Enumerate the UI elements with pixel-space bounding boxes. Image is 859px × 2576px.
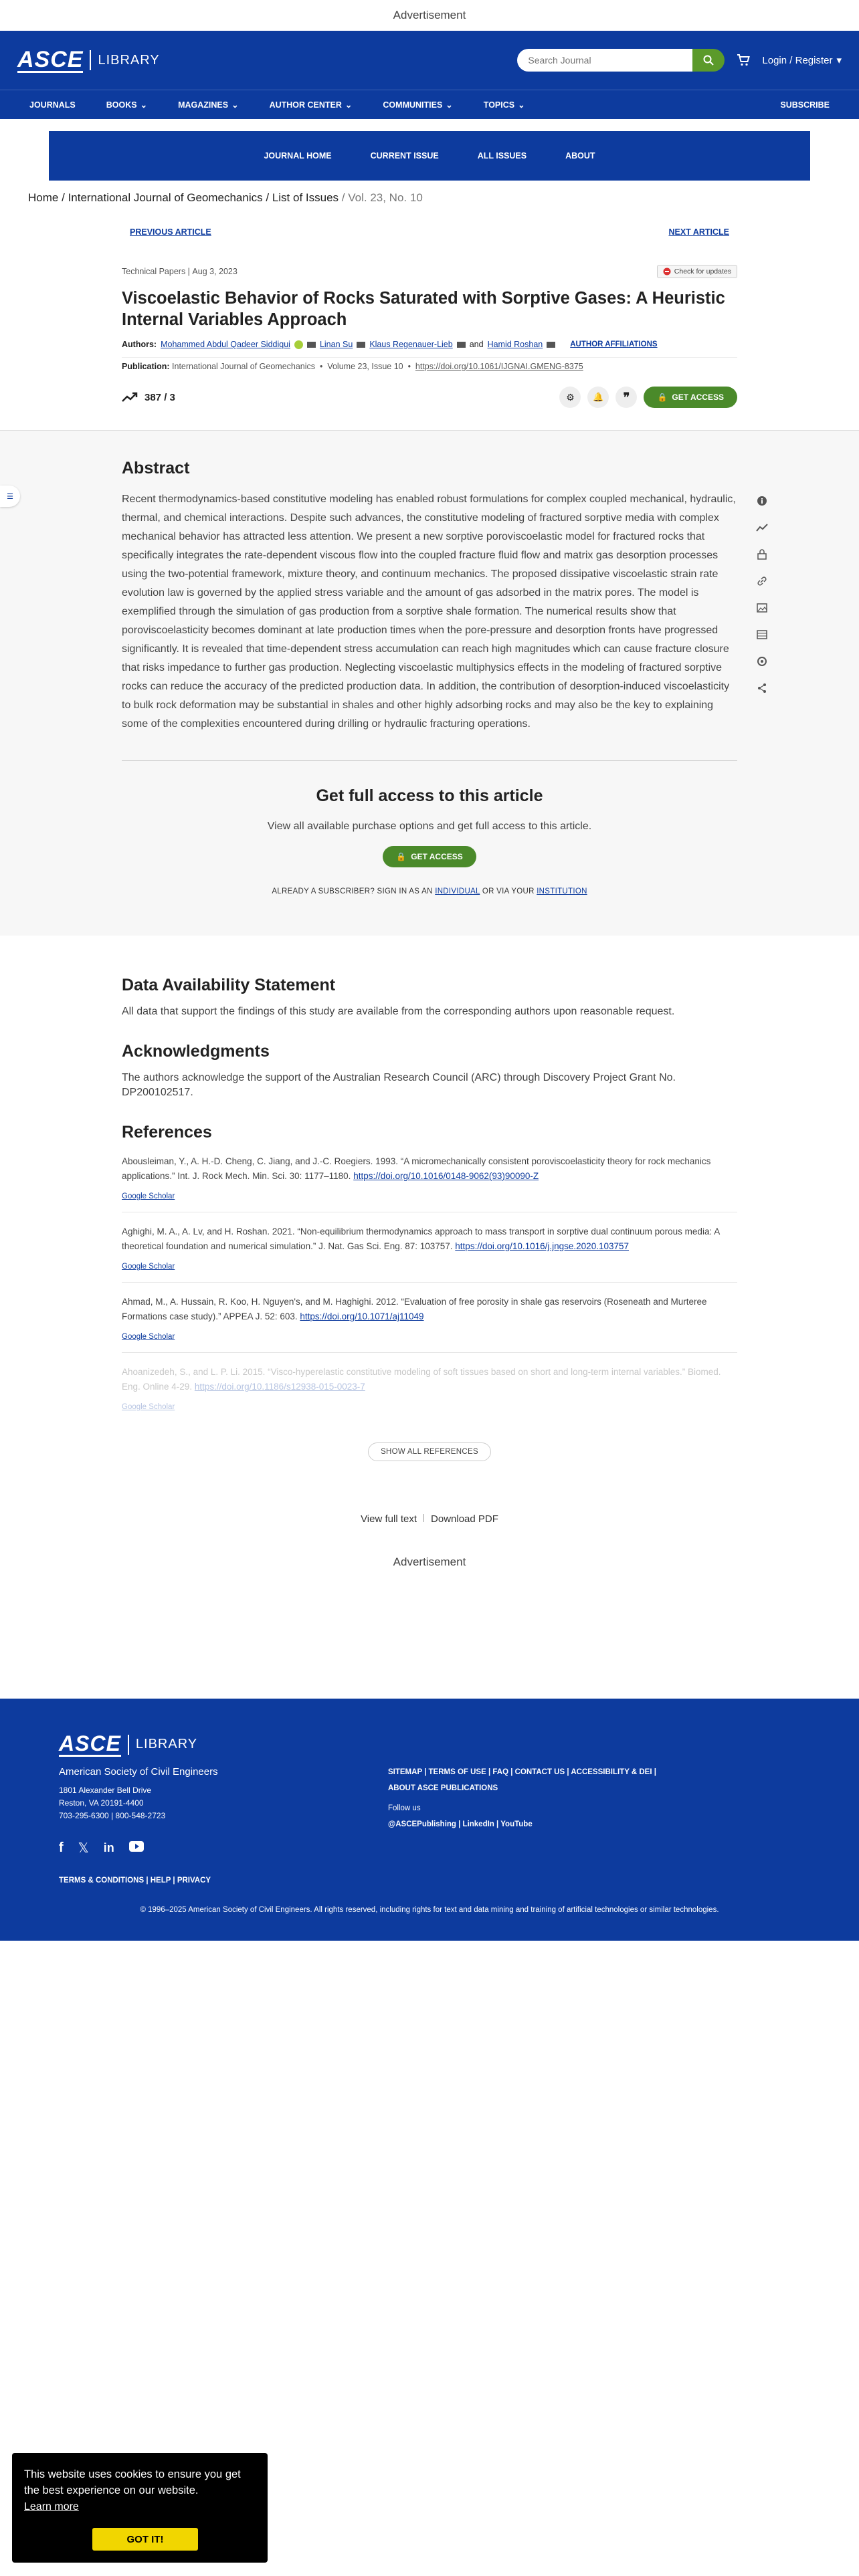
subscriber-signin xyxy=(122,887,737,895)
search-bar xyxy=(517,49,725,72)
settings-icon[interactable] xyxy=(756,655,768,667)
article-title: Viscoelastic Behavior of Rocks Saturated with Sorptive Gases: A Heuristic Internal Variables Approach xyxy=(122,289,725,329)
footer-social-links[interactable]: @ASCEPublishing | LinkedIn | YouTube xyxy=(388,1820,533,1828)
cookie-text: This website uses cookies to ensure you get the best experience on our website. xyxy=(24,2468,241,2496)
publication-name[interactable]: International Journal of Geomechanics xyxy=(172,362,316,371)
search-icon xyxy=(703,55,714,66)
subnav-all-issues[interactable]: ALL ISSUES xyxy=(477,151,527,160)
volume-issue[interactable]: Volume 23, Issue 10 xyxy=(327,362,403,371)
login-register-menu[interactable] xyxy=(762,54,842,66)
view-full-text-link[interactable]: View full text xyxy=(361,1513,417,1525)
abstract-text: Recent thermodynamics-based constitutive modeling has enabled robust formulations for complex coupled mechanical, hydraulic, thermal, and chemical interactions. Despite such advances, the constitutive modeling of fractured sorptive media with complex mechanical behavior has attracted less attention. We present a new sorptive poroviscoelastic model for fractured rocks that specifically integrates the rate-dependent viscous flow into the coupled fracture fluid flow and matrix gas desorption processes using the two-potential framework, mixture theory, and continuum mechanics. The proposed dissipative viscoelastic strain rate evolution law is governed by the applied stress variable and the amount of gas adsorbed in the matrix pores. The model is exemplified through the simulation of gas production from a sorptive shale formation. The numerical results show that poroviscoelasticity becomes dominant at late production times when the pore-pressure and desorption fronts have progressed significantly. It is revealed that time-dependent stress accumulation can reach high magnitudes which can cause fracture closure that risks impedance to further gas production. Neglecting viscoelastic multiphysics effects in the modeling of fractured sorptive rocks can reduce the accuracy of the predicted production data. In addition, the contribution of desorption-induced viscoelasticity to bulk rock deformation may be substantial in shales and other highly adsorbing rocks and may also be the key to explaining some of the complexities encountered during drilling or hydraulic fracturing operations. xyxy=(122,494,736,730)
linkedin-icon[interactable]: in xyxy=(103,1841,114,1854)
tools-button[interactable] xyxy=(559,387,581,408)
subnav-about[interactable]: ABOUT xyxy=(565,151,595,160)
full-access-heading: Get full access to this article xyxy=(316,786,543,805)
author-link[interactable]: Mohammed Abdul Qadeer Siddiqui xyxy=(161,340,290,349)
article-type: Technical Papers xyxy=(122,267,186,276)
nav-author-center[interactable] xyxy=(270,100,353,110)
breadcrumb-current: Vol. 23, No. 10 xyxy=(348,191,423,204)
subnav-journal-home[interactable]: JOURNAL HOME xyxy=(264,151,332,160)
link-separator xyxy=(423,1514,424,1522)
nav-author-center-label: AUTHOR CENTER xyxy=(269,100,342,110)
footer-logo[interactable] xyxy=(59,1732,218,1757)
settings-icon: ⚙ xyxy=(566,391,575,403)
cookie-banner xyxy=(12,2453,268,2563)
google-scholar-link[interactable]: Google Scholar xyxy=(122,1403,175,1411)
nav-magazines[interactable] xyxy=(178,100,238,110)
nav-books-label: BOOKS xyxy=(106,100,137,110)
trending-up-icon[interactable] xyxy=(122,392,138,403)
footer-phone: 703-295-6300 | 800-548-2723 xyxy=(59,1811,166,1820)
next-article-link[interactable]: NEXT ARTICLE xyxy=(668,227,729,237)
footer-address-line: Reston, VA 20191-4400 xyxy=(59,1798,144,1808)
caret-down-icon: ▾ xyxy=(836,55,842,66)
cite-button[interactable] xyxy=(615,387,637,408)
authors-label: Authors: xyxy=(122,340,157,349)
email-icon[interactable] xyxy=(357,342,365,348)
publication-line xyxy=(122,357,737,371)
nav-books[interactable] xyxy=(106,100,147,110)
alert-button[interactable] xyxy=(587,387,609,408)
journal-subnav xyxy=(49,131,810,181)
advertisement-top: Advertisement xyxy=(393,9,466,21)
abstract-heading: Abstract xyxy=(122,459,190,477)
nav-journals[interactable] xyxy=(29,100,76,110)
subscriber-text: ALREADY A SUBSCRIBER? SIGN IN AS AN xyxy=(272,887,433,895)
article-toolbar xyxy=(122,386,737,409)
chevron-down-icon: ⌄ xyxy=(140,100,148,110)
data-availability-text: All data that support the findings of this study are available from the corresponding authors upon reasonable request. xyxy=(122,1006,675,1017)
breadcrumb-journal[interactable]: International Journal of Geomechanics xyxy=(68,191,263,204)
cookie-learn-more-link[interactable]: Learn more xyxy=(24,2501,79,2512)
breadcrumb-home[interactable]: Home xyxy=(28,191,59,204)
nav-subscribe[interactable]: SUBSCRIBE xyxy=(780,100,830,110)
reference-item xyxy=(122,1142,737,1212)
nav-topics-label: TOPICS xyxy=(483,100,515,110)
advertisement-bottom: Advertisement xyxy=(393,1555,466,1568)
crossmark-icon xyxy=(663,267,671,276)
nav-journals-label: JOURNALS xyxy=(29,100,76,110)
login-register-label: Login / Register xyxy=(762,54,833,66)
footer-left xyxy=(59,1732,218,1885)
x-twitter-icon[interactable]: 𝕏 xyxy=(78,1841,89,1856)
reference-item xyxy=(122,1212,737,1283)
view-links xyxy=(122,1513,737,1525)
authors-line xyxy=(122,340,737,349)
breadcrumb-sep: / xyxy=(62,191,65,204)
get-access-button[interactable] xyxy=(644,387,737,408)
show-all-references-wrap xyxy=(122,1442,737,1461)
doi-link[interactable]: https://doi.org/10.1061/IJGNAI.GMENG-8375 xyxy=(415,362,583,371)
chevron-down-icon: ⌄ xyxy=(446,100,453,110)
email-icon[interactable] xyxy=(457,342,466,348)
social-icons xyxy=(59,1840,218,1856)
nav-communities[interactable] xyxy=(383,100,452,110)
footer-address-line: 1801 Alexander Bell Drive xyxy=(59,1786,152,1795)
author-affiliations-link[interactable]: AUTHOR AFFILIATIONS xyxy=(570,340,658,348)
email-icon[interactable] xyxy=(307,342,316,348)
breadcrumb xyxy=(28,191,831,205)
nav-magazines-label: MAGAZINES xyxy=(178,100,229,110)
full-access-box xyxy=(122,786,737,895)
article-actions xyxy=(553,387,737,408)
meta-separator: | xyxy=(185,267,193,276)
logo-asce-text: ASCE xyxy=(59,1731,121,1755)
logo-separator xyxy=(128,1735,129,1755)
author-link[interactable]: Klaus Regenauer-Lieb xyxy=(369,340,453,349)
cookie-accept-button[interactable]: GOT IT! xyxy=(92,2528,198,2551)
logo-library-text: LIBRARY xyxy=(135,1737,198,1751)
breadcrumb-issues[interactable]: List of Issues xyxy=(272,191,339,204)
abstract-section xyxy=(0,430,859,936)
bullet: • xyxy=(405,362,413,371)
reference-item xyxy=(122,1283,737,1353)
google-scholar-link[interactable]: Google Scholar xyxy=(122,1263,175,1271)
cart-icon xyxy=(737,54,750,66)
logo-library-text: LIBRARY xyxy=(98,52,160,68)
quote-icon: ❞ xyxy=(623,390,630,404)
metrics-count: 387 / 3 xyxy=(145,391,175,403)
lock-icon[interactable] xyxy=(756,548,768,560)
share-icon[interactable] xyxy=(756,682,768,694)
main-nav xyxy=(0,90,859,119)
footer-copyright: © 1996–2025 American Society of Civil Engineers. All rights reserved, including rights for text and data mining and training of artificial technologies or similar technologies. xyxy=(140,1906,719,1914)
cart-button[interactable] xyxy=(737,54,750,66)
check-updates-button[interactable] xyxy=(657,265,737,278)
nav-communities-label: COMMUNITIES xyxy=(383,100,443,110)
abstract-container xyxy=(122,431,737,895)
footer-about-link[interactable]: ABOUT ASCE PUBLICATIONS xyxy=(388,1784,498,1792)
get-access-label: GET ACCESS xyxy=(672,393,724,402)
footer-site-links[interactable]: SITEMAP | TERMS OF USE | FAQ | CONTACT US | ACCESSIBILITY & DEI | xyxy=(388,1768,656,1776)
logo-asce-text: ASCE xyxy=(17,46,84,72)
footer-address xyxy=(59,1784,218,1822)
divider xyxy=(122,760,737,761)
footer-legal-links[interactable]: TERMS & CONDITIONS | HELP | PRIVACY xyxy=(59,1876,211,1885)
lock-icon: 🔒 xyxy=(396,852,407,861)
article-pagination xyxy=(122,227,737,237)
breadcrumb-sep: / xyxy=(341,191,345,204)
article-meta xyxy=(122,265,737,278)
authors-and: and xyxy=(469,340,484,349)
site-footer xyxy=(0,1699,859,1941)
full-access-description: View all available purchase options and get full access to this article. xyxy=(267,821,592,832)
menu-icon: ☰ xyxy=(7,492,13,501)
site-header xyxy=(0,31,859,90)
table-icon[interactable] xyxy=(756,629,768,641)
trending-icon[interactable] xyxy=(756,522,768,534)
image-icon[interactable] xyxy=(756,602,768,614)
email-icon[interactable] xyxy=(547,342,555,348)
reference-text: Aghighi, M. A., A. Lv, and H. Roshan. 2021. “Non-equilibrium thermodynamics approach to mass transport in sorptive dual continuum porous media: A theoretical foundation and numerical simulation.” J. Nat. Gas Sci. Eng. 87: 103757. xyxy=(122,1226,720,1251)
author-link[interactable]: Linan Su xyxy=(319,340,353,349)
sidebar-toggle[interactable] xyxy=(0,486,20,507)
breadcrumb-sep: / xyxy=(266,191,270,204)
lock-icon: 🔒 xyxy=(657,393,668,402)
acknowledgments-text: The authors acknowledge the support of the Australian Research Council (ARC) through Discovery Project Grant No. DP200102517. xyxy=(122,1072,676,1098)
search-input[interactable] xyxy=(517,49,692,72)
get-access-label: GET ACCESS xyxy=(411,852,463,861)
references-heading: References xyxy=(122,1123,212,1142)
reference-item-faded xyxy=(122,1353,737,1422)
reference-text: Ahoanizedeh, S., and L. P. Li. 2015. “Visco-hyperelastic constitutive modeling of soft tissues based on short and long-term internal variables.” Biomed. Eng. Online 4-29. xyxy=(122,1367,721,1392)
search-button[interactable] xyxy=(692,49,725,72)
chevron-down-icon: ⌄ xyxy=(518,100,525,110)
data-availability-heading: Data Availability Statement xyxy=(122,976,336,994)
reference-doi-link[interactable]: https://doi.org/10.1186/s12938-015-0023-7 xyxy=(194,1382,365,1392)
link-icon[interactable] xyxy=(756,575,768,587)
article-body xyxy=(122,936,737,1569)
footer-right xyxy=(388,1764,656,1832)
subscriber-text-mid: OR VIA YOUR xyxy=(482,887,535,895)
show-all-references-button[interactable]: SHOW ALL REFERENCES xyxy=(368,1442,491,1461)
footer-follow-label: Follow us xyxy=(388,1804,421,1812)
check-updates-label: Check for updates xyxy=(674,267,731,276)
google-scholar-link[interactable]: Google Scholar xyxy=(122,1333,175,1341)
previous-article-link[interactable]: PREVIOUS ARTICLE xyxy=(130,227,211,237)
get-access-button-secondary[interactable] xyxy=(383,846,476,867)
institution-signin-link[interactable]: INSTITUTION xyxy=(537,887,587,895)
download-pdf-link[interactable]: Download PDF xyxy=(431,1513,498,1525)
nav-topics[interactable] xyxy=(484,100,525,110)
bullet: • xyxy=(317,362,325,371)
publication-label: Publication: xyxy=(122,362,170,371)
author-link[interactable]: Hamid Roshan xyxy=(487,340,543,349)
youtube-icon[interactable] xyxy=(129,1841,144,1855)
reference-doi-link[interactable]: https://doi.org/10.1016/0148-9062(93)90090-Z xyxy=(353,1171,539,1181)
reference-list xyxy=(122,1142,737,1422)
orcid-icon[interactable] xyxy=(294,340,303,349)
article-date: Aug 3, 2023 xyxy=(192,267,237,276)
facebook-icon[interactable]: f xyxy=(59,1840,64,1855)
article-header xyxy=(122,227,737,409)
individual-signin-link[interactable]: INDIVIDUAL xyxy=(435,887,480,895)
footer-org-name: American Society of Civil Engineers xyxy=(59,1766,218,1778)
google-scholar-link[interactable]: Google Scholar xyxy=(122,1192,175,1200)
acknowledgments-heading: Acknowledgments xyxy=(122,1042,270,1061)
reference-text: Ahmad, M., A. Hussain, R. Koo, H. Nguyen's, and M. Haghighi. 2012. “Evaluation of free porosity in shale gas reservoirs (Roseneath and Murteree Formations case study).” APPEA J. 52: 603. xyxy=(122,1297,707,1321)
reference-text: Abousleiman, Y., A. H.-D. Cheng, C. Jiang, and J.-C. Roegiers. 1993. “A micromechanically consistent poroviscoelasticity theory for rock mechanics applications.” Int. J. Rock Mech. Min. Sci. 30: 1177–1180. xyxy=(122,1156,711,1181)
reference-doi-link[interactable]: https://doi.org/10.1016/j.jngse.2020.103757 xyxy=(455,1241,630,1251)
chevron-down-icon: ⌄ xyxy=(345,100,353,110)
logo-separator xyxy=(90,50,91,70)
info-icon[interactable] xyxy=(756,495,768,507)
side-toolbar xyxy=(756,495,768,694)
asce-library-logo[interactable] xyxy=(17,48,160,73)
chevron-down-icon: ⌄ xyxy=(231,100,239,110)
subnav-current-issue[interactable]: CURRENT ISSUE xyxy=(370,151,439,160)
reference-doi-link[interactable]: https://doi.org/10.1071/aj11049 xyxy=(300,1311,424,1321)
bell-icon: 🔔 xyxy=(593,392,604,402)
